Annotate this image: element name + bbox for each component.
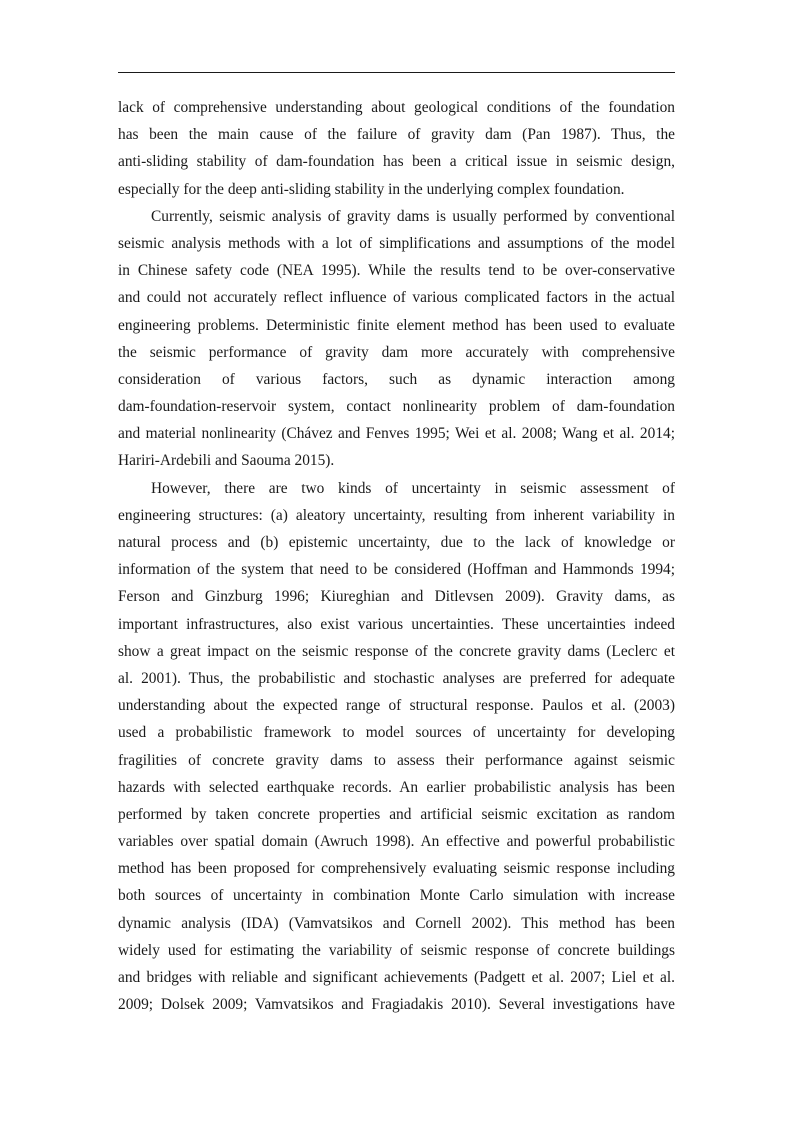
header-rule [118, 72, 675, 73]
paragraph-2 [118, 203, 675, 475]
text-line: However, there are two kinds of uncertainty in seismic assessment of [151, 479, 675, 497]
text-line: consideration of various factors, such as dynamic interaction among [118, 370, 675, 388]
body-text [118, 94, 675, 1018]
text-line: Ferson and Ginzburg 1996; Kiureghian and Ditlevsen 2009). Gravity dams, as [118, 588, 675, 606]
text-line: information of the system that need to be considered (Hoffman and Hammonds 1994; [118, 561, 675, 579]
text-line: performed by taken concrete properties and artificial seismic excitation as random [118, 805, 675, 823]
text-line: variables over spatial domain (Awruch 1998). An effective and powerful probabilistic [118, 833, 675, 851]
text-line: and bridges with reliable and significant achievements (Padgett et al. 2007; Liel et al. [118, 969, 675, 986]
text-line: natural process and (b) epistemic uncertainty, due to the lack of knowledge or [118, 534, 675, 551]
text-line: al. 2001). Thus, the probabilistic and stochastic analyses are preferred for adequate [118, 669, 675, 687]
text-line: and material nonlinearity (Chávez and Fenves 1995; Wei et al. 2008; Wang et al. 2014; [118, 425, 675, 443]
text-line: has been the main cause of the failure of gravity dam (Pan 1987). Thus, the [118, 126, 675, 144]
text-line: method has been proposed for comprehensively evaluating seismic response including [118, 860, 675, 878]
text-line: used a probabilistic framework to model sources of uncertainty for developing [118, 724, 675, 742]
text-line: 2009; Dolsek 2009; Vamvatsikos and Fragiadakis 2010). Several investigations have [118, 996, 675, 1014]
text-line: dynamic analysis (IDA) (Vamvatsikos and Cornell 2002). This method has been [118, 914, 675, 932]
text-line: show a great impact on the seismic response of the concrete gravity dams (Leclerc et [118, 642, 675, 660]
text-line: hazards with selected earthquake records. An earlier probabilistic analysis has been [118, 778, 675, 796]
text-line: dam-foundation-reservoir system, contact nonlinearity problem of dam-foundation [118, 398, 675, 416]
text-line: engineering structures: (a) aleatory uncertainty, resulting from inherent variability in [118, 506, 675, 524]
text-line: seismic analysis methods with a lot of simplifications and assumptions of the model [118, 234, 675, 252]
text-line: widely used for estimating the variability of seismic response of concrete buildings [118, 941, 675, 959]
text-line: in Chinese safety code (NEA 1995). While the results tend to be over-conservative [118, 262, 675, 280]
text-line: fragilities of concrete gravity dams to assess their performance against seismic [118, 751, 675, 769]
paragraph-1 [118, 94, 675, 203]
text-line: especially for the deep anti-sliding stability in the underlying complex foundation. [118, 180, 625, 198]
paragraph-3 [118, 475, 675, 1019]
text-line: understanding about the expected range of structural response. Paulos et al. (2003) [118, 697, 675, 715]
text-line: Currently, seismic analysis of gravity dams is usually performed by conventional [151, 207, 675, 225]
text-line: both sources of uncertainty in combination Monte Carlo simulation with increase [118, 887, 675, 905]
text-line: important infrastructures, also exist various uncertainties. These uncertainties indeed [118, 615, 675, 633]
text-line: lack of comprehensive understanding about geological conditions of the foundation [118, 99, 675, 116]
text-line: the seismic performance of gravity dam more accurately with comprehensive [118, 343, 675, 361]
text-line: anti-sliding stability of dam-foundation has been a critical issue in seismic design, [118, 153, 675, 171]
text-line: and could not accurately reflect influence of various complicated factors in the actual [118, 289, 675, 307]
text-line: engineering problems. Deterministic finite element method has been used to evaluate [118, 316, 675, 334]
text-line: Hariri‐Ardebili and Saouma 2015). [118, 452, 335, 470]
